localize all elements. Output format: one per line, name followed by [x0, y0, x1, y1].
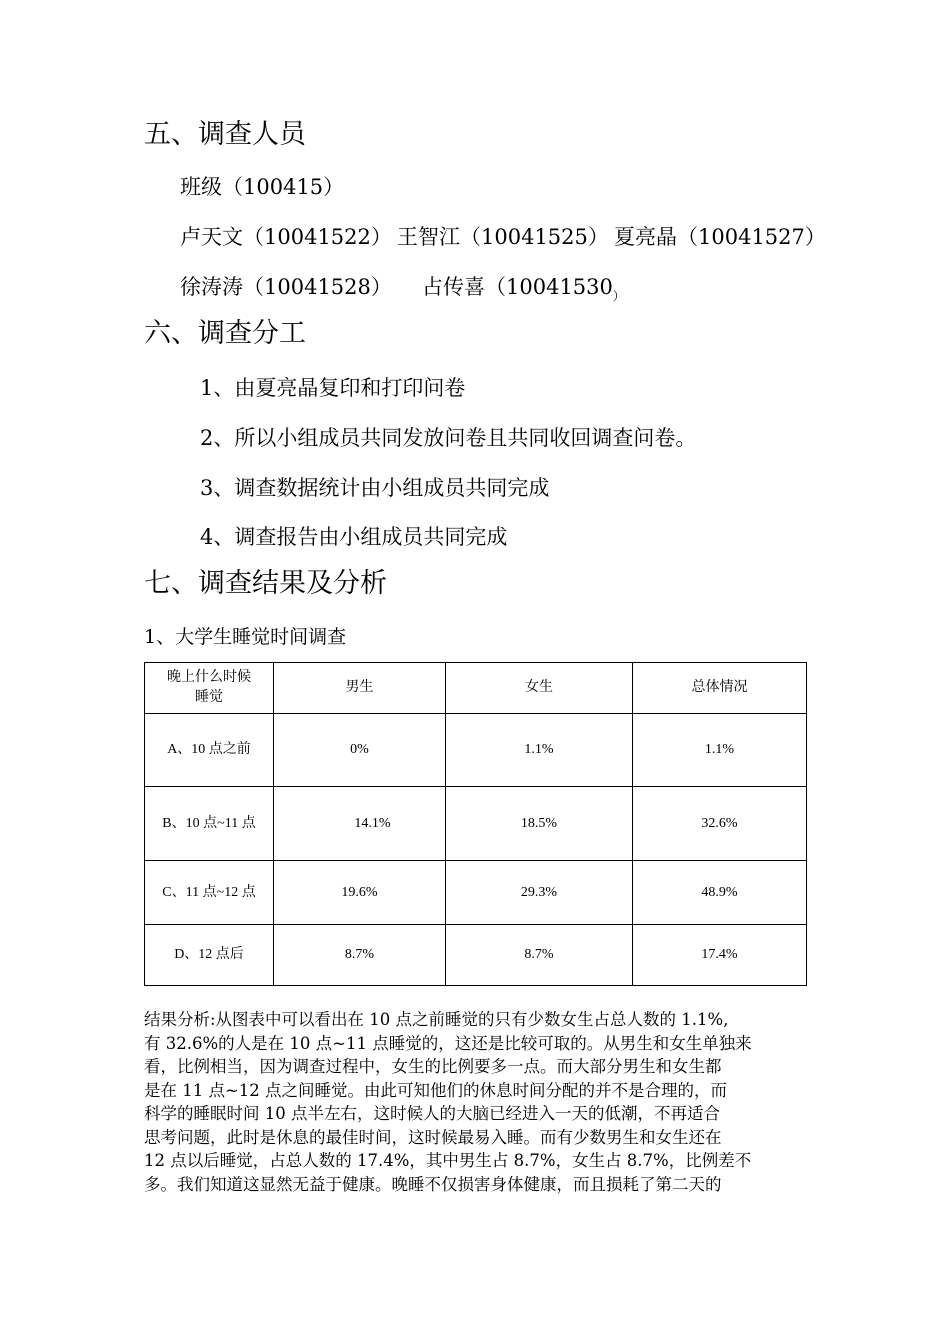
task-item-1: 1、由夏亮晶复印和打印问卷 — [200, 376, 466, 400]
sleep-time-table — [144, 662, 807, 986]
header-sleep-time-line1: 晚上什么时候 — [167, 670, 251, 685]
analysis-line: 思考问题，此时是休息的最佳时间，这时候最易入睡。而有少数男生和女生还在 — [144, 1127, 722, 1147]
header-sleep-time — [145, 663, 274, 714]
section-6-heading: 六、调查分工 — [144, 318, 306, 349]
cell-total: 17.4% — [633, 925, 807, 986]
task-item-3: 3、调查数据统计由小组成员共同完成 — [200, 476, 550, 500]
table-row — [145, 787, 807, 861]
table-row — [145, 861, 807, 925]
cell-male: 8.7% — [274, 925, 446, 986]
analysis-line: 看，比例相当，因为调查过程中，女生的比例要多一点。而大部分男生和女生都 — [144, 1057, 722, 1076]
row-label: D、12 点后 — [145, 925, 274, 986]
section-5-heading: 五、调查人员 — [144, 119, 306, 150]
result-analysis — [144, 1008, 806, 1196]
table-row — [145, 714, 807, 787]
cell-male: 19.6% — [274, 861, 446, 925]
row-label: B、10 点~11 点 — [145, 787, 274, 861]
header-female: 女生 — [446, 663, 633, 714]
table-header-row — [145, 663, 807, 714]
cell-female: 18.5% — [446, 787, 633, 861]
analysis-line: 有 32.6%的人是在 10 点~11 点睡觉的，这还是比较可取的。从男生和女生单独来 — [144, 1033, 752, 1053]
cell-female: 1.1% — [446, 714, 633, 787]
member-xu: 徐涛涛（10041528） — [180, 275, 392, 299]
section-7-heading: 七、调查结果及分析 — [144, 568, 387, 599]
row-label: A、10 点之前 — [145, 714, 274, 787]
row-label: C、11 点~12 点 — [145, 861, 274, 925]
header-sleep-time-line2: 睡觉 — [195, 690, 223, 705]
task-item-2: 2、所以小组成员共同发放问卷且共同收回调查问卷。 — [200, 426, 697, 450]
cell-total: 32.6% — [633, 787, 807, 861]
member-wang: 王智江（10041525） — [397, 225, 609, 249]
analysis-line: 多。我们知道这显然无益于健康。晚睡不仅损害身体健康，而且损耗了第二天的 — [144, 1174, 722, 1194]
member-zhan-close: ） — [612, 289, 625, 303]
analysis-line: 是在 11 点~12 点之间睡觉。由此可知他们的休息时间分配的并不是合理的，而 — [144, 1080, 728, 1100]
analysis-line: 科学的睡眠时间 10 点半左右，这时候人的大脑已经进入一天的低潮，不再适合 — [144, 1104, 720, 1123]
cell-total: 48.9% — [633, 861, 807, 925]
class-line: 班级（100415） — [180, 175, 345, 199]
cell-male: 0% — [274, 714, 446, 787]
cell-male: 14.1% — [274, 787, 446, 861]
header-male: 男生 — [274, 663, 446, 714]
cell-female: 8.7% — [446, 925, 633, 986]
member-lu: 卢天文（10041522） — [180, 225, 392, 249]
cell-female: 29.3% — [446, 861, 633, 925]
table-row — [145, 925, 807, 986]
header-total: 总体情况 — [633, 663, 807, 714]
cell-total: 1.1% — [633, 714, 807, 787]
task-item-4: 4、调查报告由小组成员共同完成 — [200, 525, 508, 549]
analysis-line: 结果分析:从图表中可以看出在 10 点之前睡觉的只有少数女生占总人数的 1.1%, — [144, 1010, 729, 1029]
member-xia: 夏亮晶（10041527） — [614, 225, 826, 249]
analysis-line: 12 点以后睡觉，占总人数的 17.4%，其中男生占 8.7%，女生占 8.7%，比例差不 — [144, 1151, 752, 1170]
sleep-survey-subheading: 1、大学生睡觉时间调查 — [144, 626, 347, 648]
member-zhan: 占传喜（$10041530_)$ — [422, 275, 625, 303]
